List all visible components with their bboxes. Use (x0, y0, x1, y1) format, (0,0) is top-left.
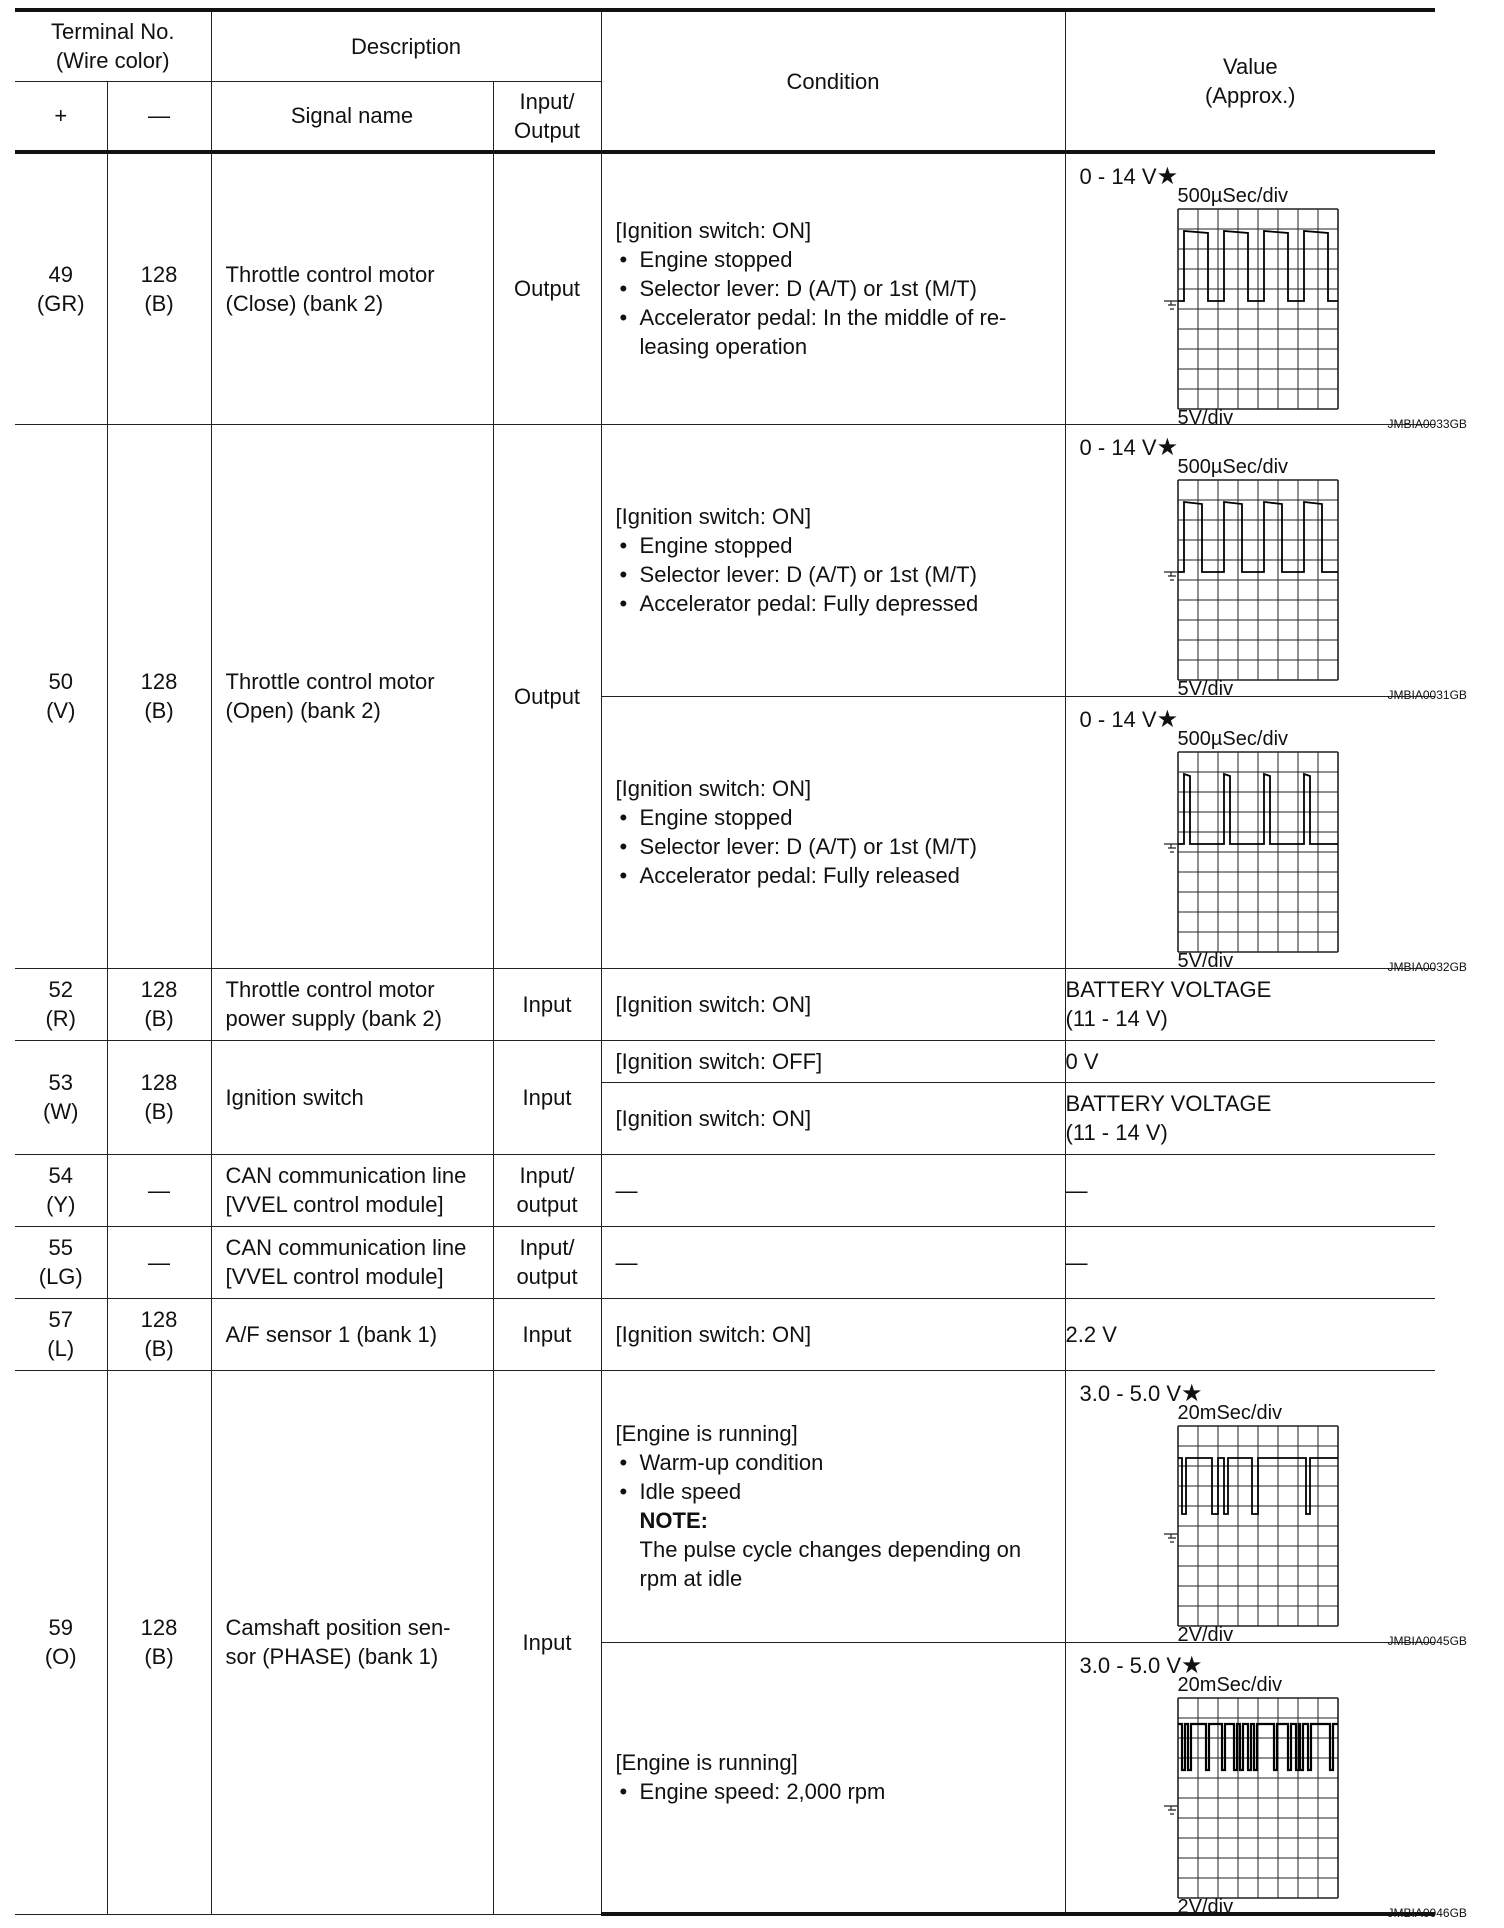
terminal-plus: 59 (O) (15, 1370, 107, 1914)
condition-heading: [Ignition switch: ON] (615, 218, 812, 244)
signal-name: Throttle control motor (Open) (bank 2) (211, 424, 493, 968)
condition-header: Condition (601, 10, 1065, 152)
terminal-plus: 49 (GR) (15, 152, 107, 424)
input-output: Input (493, 1370, 601, 1914)
table-row (15, 1226, 1435, 1298)
condition-item: • Engine stopped (616, 531, 1053, 560)
value-cell (1065, 1154, 1435, 1226)
condition-cell (601, 1226, 1065, 1298)
value-text: 2.2 V (1065, 1321, 1117, 1347)
value-text: 3.0 - 5.0 V (1079, 1652, 1182, 1678)
condition-cell (601, 1082, 1065, 1154)
value-text: 0 - 14 V (1079, 434, 1157, 460)
condition-cell (601, 1642, 1065, 1914)
terminal-plus: 53 (W) (15, 1040, 107, 1154)
condition-heading: — (615, 1249, 638, 1275)
star-icon: ★ (1181, 1651, 1203, 1679)
value-cell (1065, 968, 1435, 1040)
table-row (15, 424, 1435, 696)
condition-item: • Accelerator pedal: Fully depressed (616, 589, 1053, 618)
condition-heading: [Engine is running] (615, 1750, 798, 1776)
value-text: — (1065, 1249, 1088, 1275)
condition-cell (601, 968, 1065, 1040)
condition-heading: [Ignition switch: ON] (615, 1105, 812, 1131)
table-row (15, 1154, 1435, 1226)
table-row (15, 968, 1435, 1040)
value-cell (1065, 152, 1467, 431)
terminal-minus: 128 (B) (107, 152, 211, 424)
figure-id: JMBIA0033GB (1387, 417, 1467, 431)
condition-list (616, 245, 1053, 361)
value-cell (1065, 696, 1467, 974)
ground-symbol (1164, 1534, 1178, 1542)
signal-name: Throttle control motor power supply (bank 2) (211, 968, 493, 1040)
signal-waveform (1178, 1724, 1338, 1770)
waveform-graph (1156, 749, 1346, 955)
terminal-minus: 128 (B) (107, 968, 211, 1040)
oscilloscope (1126, 1671, 1467, 1920)
condition-cell (601, 696, 1065, 968)
waveform-graph (1156, 1695, 1346, 1901)
waveform-graph (1156, 1423, 1346, 1629)
value-text: 3.0 - 5.0 V (1079, 1380, 1182, 1406)
condition-heading: [Ignition switch: ON] (615, 1321, 812, 1347)
signal-name: Ignition switch (211, 1040, 493, 1154)
note-label (616, 1506, 1053, 1535)
terminal-plus: 50 (V) (15, 424, 107, 968)
minus-header: — (107, 81, 211, 152)
value-header: Value (Approx.) (1065, 10, 1435, 152)
value-cell (1065, 1298, 1435, 1370)
condition-heading: [Ignition switch: OFF] (615, 1048, 823, 1074)
input-output: Input (493, 968, 601, 1040)
value-text: BATTERY VOLTAGE (11 - 14 V) (1065, 977, 1272, 1031)
ground-symbol (1164, 1806, 1178, 1814)
condition-cell (601, 1370, 1065, 1642)
condition-item: • Selector lever: D (A/T) or 1st (M/T) (616, 832, 1053, 861)
terminal-minus: 128 (B) (107, 1370, 211, 1914)
condition-item: • Engine speed: 2,000 rpm (616, 1777, 1053, 1806)
signal-name: A/F sensor 1 (bank 1) (211, 1298, 493, 1370)
volts-per-div: 5V/div (1177, 407, 1234, 429)
terminal-minus: 128 (B) (107, 424, 211, 968)
condition-item: • Selector lever: D (A/T) or 1st (M/T) (616, 560, 1053, 589)
condition-heading: [Engine is running] (615, 1421, 798, 1446)
terminal-minus: — (107, 1154, 211, 1226)
value-cell (1065, 1082, 1435, 1154)
ground-symbol (1164, 844, 1178, 852)
value-text: BATTERY VOLTAGE (11 - 14 V) (1065, 1091, 1272, 1145)
signal-name: CAN communication line [VVEL control module] (211, 1226, 493, 1298)
oscilloscope (1126, 453, 1467, 702)
signal-name: Camshaft position sen- sor (PHASE) (bank 1) (211, 1370, 493, 1914)
io-header: Input/ Output (493, 81, 601, 152)
terminal-minus: 128 (B) (107, 1040, 211, 1154)
time-per-div: 500µSec/div (1177, 727, 1289, 750)
table-row (15, 152, 1435, 424)
volts-per-div: 2V/div (1177, 1623, 1234, 1646)
condition-cell (601, 1040, 1065, 1082)
signal-name: Throttle control motor (Close) (bank 2) (211, 152, 493, 424)
value-text: 0 V (1065, 1048, 1099, 1074)
condition-cell (601, 1298, 1065, 1370)
waveform-graph (1156, 477, 1346, 683)
condition-item: • Selector lever: D (A/T) or 1st (M/T) (616, 274, 1053, 303)
oscilloscope (1126, 1399, 1467, 1648)
condition-cell (601, 1154, 1065, 1226)
value-text: 0 - 14 V (1079, 706, 1157, 732)
signal-name: CAN communication line [VVEL control module] (211, 1154, 493, 1226)
figure-id: JMBIA0032GB (1387, 959, 1467, 974)
input-output: Output (493, 152, 601, 424)
input-output: Input (493, 1040, 601, 1154)
condition-item: • Engine stopped (616, 803, 1053, 832)
value-cell (1065, 1642, 1467, 1920)
terminal-plus: 54 (Y) (15, 1154, 107, 1226)
table-row (15, 1370, 1435, 1642)
value-cell (1065, 1226, 1435, 1298)
condition-heading: [Ignition switch: ON] (615, 991, 812, 1017)
table-row (15, 1040, 1435, 1082)
terminal-minus: 128 (B) (107, 1298, 211, 1370)
volts-per-div: 2V/div (1177, 1895, 1234, 1918)
note-text: The pulse cycle changes depending on rpm at idle (639, 1537, 1022, 1591)
star-icon: ★ (1156, 705, 1179, 733)
figure-id: JMBIA0045GB (1387, 1633, 1467, 1648)
star-icon: ★ (1156, 433, 1179, 461)
condition-heading: — (615, 1177, 638, 1203)
value-text: 0 - 14 V (1079, 164, 1157, 189)
oscilloscope (1126, 725, 1467, 974)
terminal-plus: 57 (L) (15, 1298, 107, 1370)
input-output: Output (493, 424, 601, 968)
condition-list (616, 803, 1053, 890)
figure-id: JMBIA0031GB (1387, 687, 1467, 702)
signal-name-header: Signal name (211, 81, 493, 152)
terminal-header: Terminal No. (Wire color) (15, 10, 211, 81)
volts-per-div: 5V/div (1177, 949, 1234, 972)
condition-item: • Idle speed (616, 1477, 1053, 1506)
condition-cell (601, 424, 1065, 696)
condition-list (616, 1448, 1053, 1506)
terminal-plus: 52 (R) (15, 968, 107, 1040)
table-row (15, 1298, 1435, 1370)
input-output: Input/ output (493, 1226, 601, 1298)
description-header: Description (211, 10, 601, 81)
input-output: Input (493, 1298, 601, 1370)
condition-list (616, 531, 1053, 618)
star-icon: ★ (1156, 163, 1179, 190)
time-per-div: 20mSec/div (1177, 1401, 1283, 1424)
condition-cell (601, 152, 1065, 424)
terminal-plus: 55 (LG) (15, 1226, 107, 1298)
terminal-minus: — (107, 1226, 211, 1298)
time-per-div: 500µSec/div (1177, 455, 1289, 478)
value-cell (1065, 1370, 1467, 1648)
input-output: Input/ output (493, 1154, 601, 1226)
value-text: — (1065, 1177, 1088, 1203)
waveform-graph (1156, 206, 1346, 412)
condition-item: • Engine stopped (616, 245, 1053, 274)
note-label-text: NOTE: (639, 1508, 708, 1533)
terminal-table (15, 8, 1467, 1920)
time-per-div: 500µSec/div (1177, 185, 1289, 207)
condition-item: • Warm-up condition (616, 1448, 1053, 1477)
value-cell (1065, 1040, 1435, 1082)
volts-per-div: 5V/div (1177, 677, 1234, 700)
condition-item: • Accelerator pedal: In the middle of re- leasing operation (616, 303, 1053, 361)
star-icon: ★ (1181, 1379, 1203, 1407)
time-per-div: 20mSec/div (1177, 1673, 1283, 1696)
condition-list (616, 1777, 1053, 1806)
ground-symbol (1164, 301, 1178, 309)
oscilloscope (1126, 182, 1467, 431)
ground-symbol (1164, 572, 1178, 580)
condition-heading: [Ignition switch: ON] (615, 504, 812, 529)
condition-item: • Accelerator pedal: Fully released (616, 861, 1053, 890)
plus-header: + (15, 81, 107, 152)
figure-id: JMBIA0046GB (1387, 1905, 1467, 1920)
condition-heading: [Ignition switch: ON] (615, 776, 812, 801)
